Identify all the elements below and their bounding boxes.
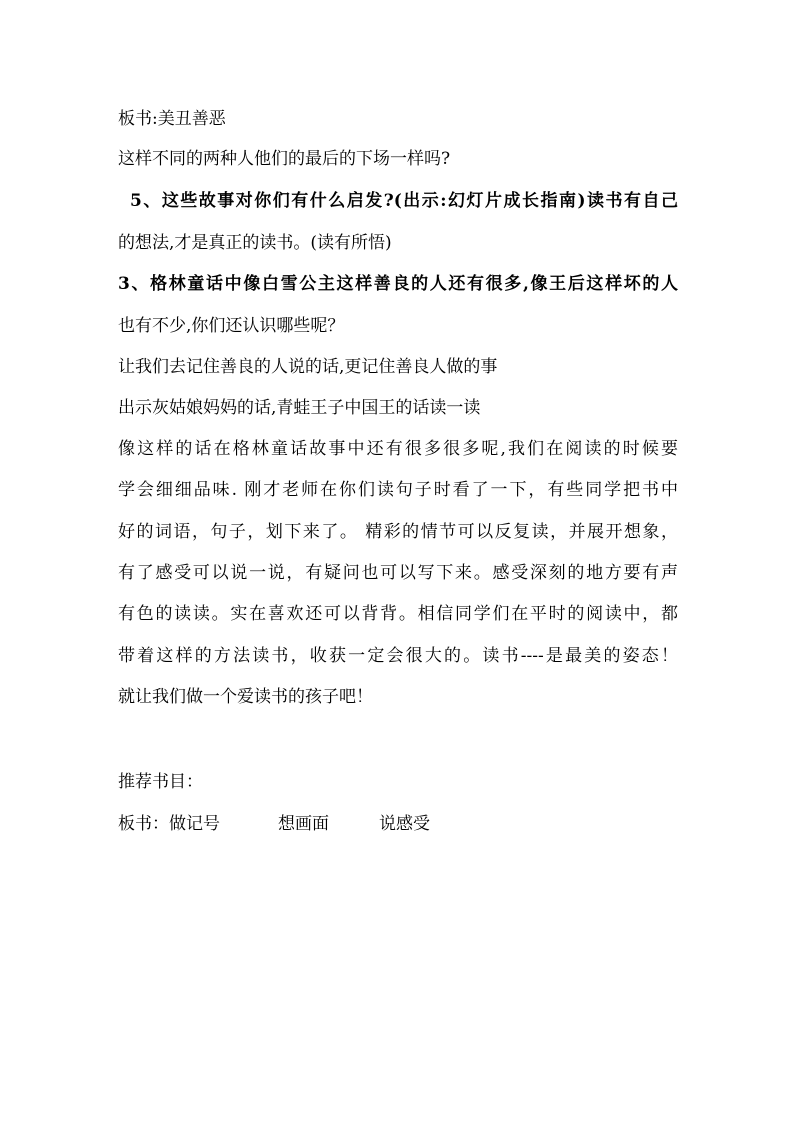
board-label: 板书： [118, 814, 169, 834]
paragraph-line-2: 学会细细品味. 刚才老师在你们读句子时看了一下，有些同学把书中 [118, 480, 678, 500]
paragraph-line-4: 有了感受可以说一说，有疑问也可以写下来。感受深刻的地方要有声 [118, 563, 678, 583]
board-heading: 板书:美丑善恶 [118, 109, 226, 129]
paragraph-line-5: 有色的读读。实在喜欢还可以背背。相信同学们在平时的阅读中，都 [118, 604, 678, 624]
remember-line: 让我们去记住善良的人说的话,更记住善良人做的事 [118, 357, 498, 377]
board-summary [118, 813, 430, 835]
paragraph-line-1: 像这样的话在格林童话故事中还有很多很多呢,我们在阅读的时候要 [118, 439, 678, 459]
recommended-books-label: 推荐书目： [118, 772, 203, 792]
board-item-imagine: 想画面 [278, 814, 329, 834]
paragraph-line-6: 带着这样的方法读书，收获一定会很大的。读书----是最美的姿态！ [118, 646, 678, 666]
board-item-mark: 做记号 [169, 814, 220, 834]
step-3-line-1: 3、格林童话中像白雪公主这样善良的人还有很多,像王后这样坏的人 [118, 274, 678, 294]
step-5-line-2: 的想法,才是真正的读书。(读有所悟) [118, 233, 392, 253]
step-3-line-2: 也有不少,你们还认识哪些呢？ [118, 316, 345, 336]
board-item-feel: 说感受 [379, 814, 430, 834]
show-quote-line: 出示灰姑娘妈妈的话,青蛙王子中国王的话读一读 [118, 398, 481, 418]
paragraph-line-7: 就让我们做一个爱读书的孩子吧！ [118, 687, 373, 707]
step-5-line-1: 5、这些故事对你们有什么启发?(出示:幻灯片成长指南)读书有自己 [130, 191, 678, 211]
question-line: 这样不同的两种人他们的最后的下场一样吗? [118, 149, 451, 169]
paragraph-line-3: 好的词语，句子，划下来了。 精彩的情节可以反复读，并展开想象， [118, 522, 678, 542]
